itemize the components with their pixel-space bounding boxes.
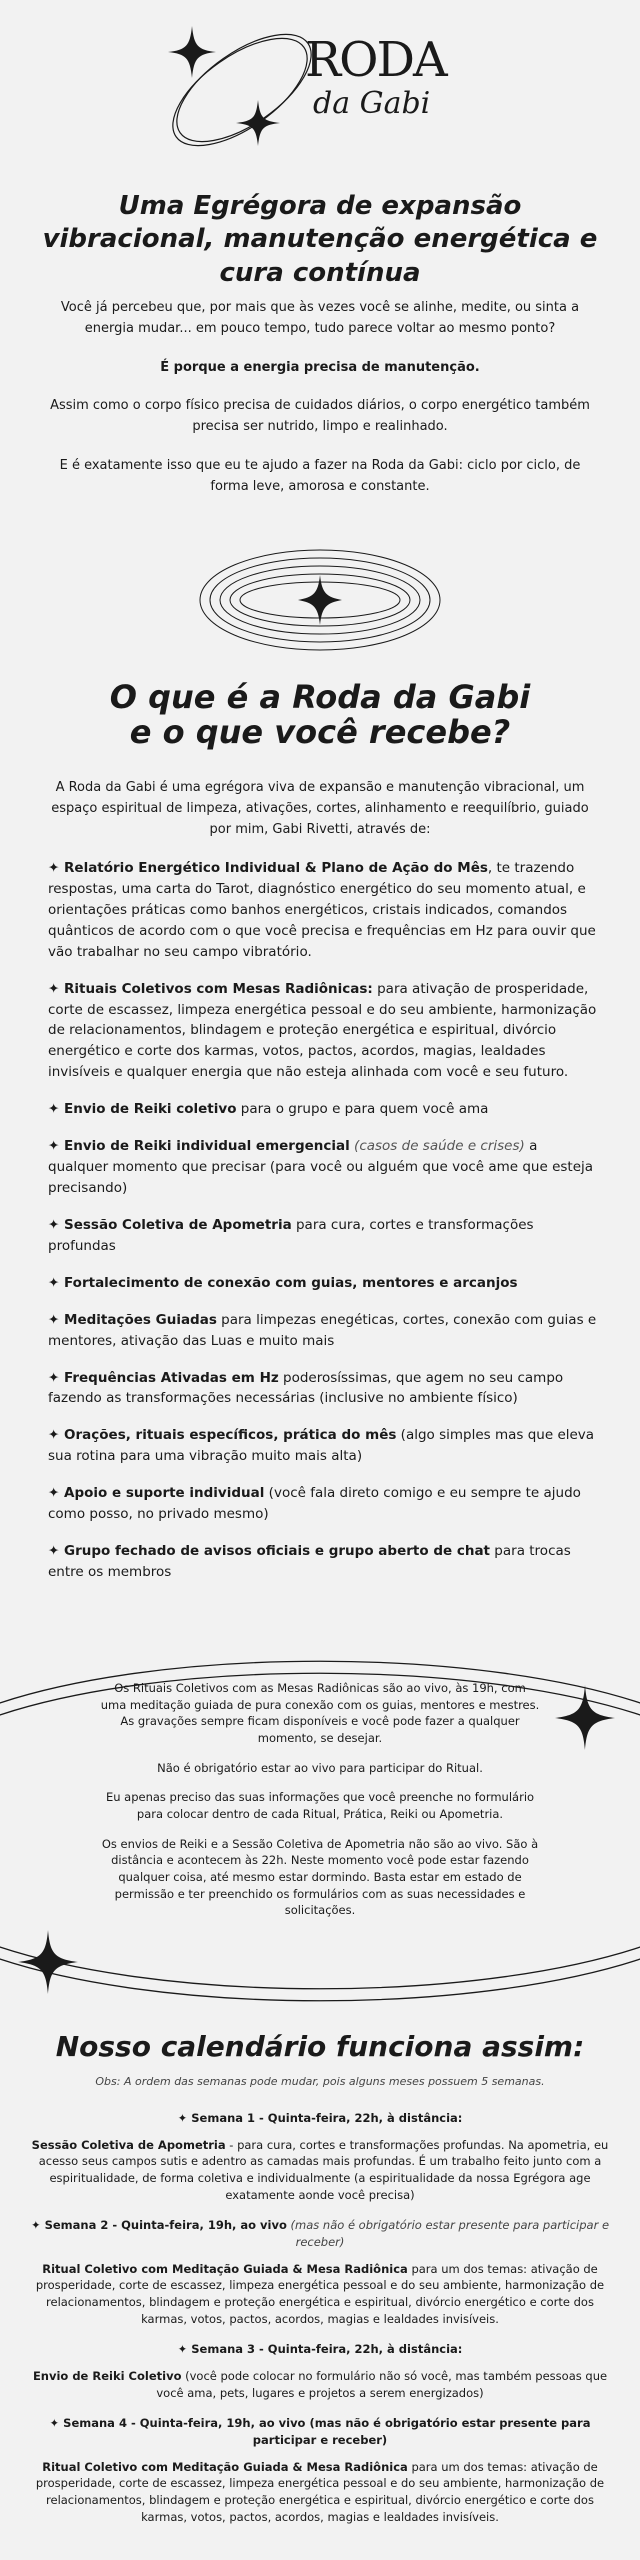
rituals-info xyxy=(100,1680,540,1932)
week-description: Ritual Coletivo com Meditação Guiada & Mesa Radiônica para um dos temas: ativação de prosperidade, corte de escassez, limpeza energética pessoal e do seu ambiente, harmonização de relacionamentos, blindagem e proteção energética e espiritual, divórcio energético e corte dos karmas, votos, pactos, acordos, magias e lealdades invisíveis. xyxy=(35,2261,605,2326)
hero-title: Uma Egrégora de expansão vibracional, manutenção energética e cura contínua xyxy=(42,191,598,288)
list-item: ✦ Relatório Energético Individual & Plano de Ação do Mês, te trazendo respostas, uma carta do Tarot, diagnóstico energético do seu momento atual, e orientações práticas como banhos energéticos, cristais indicados, comandos quânticos de acordo com o que você precisa e frequências em Hz para ouvir que vão trabalhar no seu campo vibratório. xyxy=(48,860,596,960)
list-item: ✦ Envio de Reiki coletivo para o grupo e para quem você ama xyxy=(48,1101,489,1118)
week-heading: ✦ Semana 3 - Quinta-feira, 22h, à distância: xyxy=(177,2342,463,2357)
info-paragraph: Eu apenas preciso das suas informações que você preenche no formulário para colocar dentro de cada Ritual, Prática, Reiki ou Apometria. xyxy=(105,1790,535,1822)
list-item: ✦ Grupo fechado de avisos oficiais e grupo aberto de chat para trocas entre os membros xyxy=(48,1543,571,1580)
brand-subname: da Gabi xyxy=(313,86,431,121)
list-item: ✦ Orações, rituais específicos, prática do mês (algo simples mas que eleva sua rotina para uma vibração muito mais alta) xyxy=(48,1427,595,1465)
benefits-list xyxy=(48,858,598,1599)
info-paragraph: Os envios de Reiki e a Sessão Coletiva de Apometria não são ao vivo. São à distância e acontecem às 22h. Neste momento você pode estar fazendo qualquer coisa, até mesmo estar dormindo. Basta estar em estado de permissão e ter preenchido os formulários com as suas necessidades e solicitações. xyxy=(101,1836,539,1918)
list-item: ✦ Apoio e suporte individual (você fala direto comigo e eu sempre te ajudo como posso, no privado mesmo) xyxy=(48,1485,581,1523)
brand-wordmark xyxy=(305,32,446,121)
week-heading: ✦ Semana 1 - Quinta-feira, 22h, à distância: xyxy=(177,2111,463,2125)
week-heading: ✦ Semana 4 - Quinta-feira, 19h, ao vivo (mas não é obrigatório estar presente para participar e receber) xyxy=(49,2416,591,2448)
section-intro: A Roda da Gabi é uma egrégora viva de expansão e manutenção vibracional, um espaço espiritual de limpeza, ativações, cortes, alinhamento e reequilíbrio, guiado por mim, Gabi Rivetti, através de: xyxy=(51,780,589,837)
brand-name: RODA xyxy=(305,32,446,88)
week-description: Sessão Coletiva de Apometria - para cura, cortes e transformações profundas. Na apometria, eu acesso seus campos sutis e adentro as camadas mais profundas. É um trabalho feito junto com a espiritualidade, de forma coletiva e individualmente (a espiritualidade da nossa Egrégora age exatamente aonde você precisa) xyxy=(31,2137,609,2202)
list-item: ✦ Meditações Guiadas para limpezas enegéticas, cortes, conexão com guias e mentores, ativação das Luas e muito mais xyxy=(48,1311,597,1349)
section-title-line1: O que é a Roda da Gabi xyxy=(109,678,531,716)
list-item: ✦ Envio de Reiki individual emergencial (casos de saúde e crises) a qualquer momento que precisar (para você ou alguém que você ame que esteja precisando) xyxy=(48,1138,594,1196)
intro-highlight: É porque a energia precisa de manutenção. xyxy=(160,359,480,375)
info-paragraph: Os Rituais Coletivos com as Mesas Radiônicas são ao vivo, às 19h, com uma meditação guiada de pura conexão com os guias, mentores e mestres. As gravações sempre ficam disponíveis e você pode fazer a qualquer momento, se desejar. xyxy=(100,1681,540,1746)
list-item: ✦ Sessão Coletiva de Apometria para cura, cortes e transformações profundas xyxy=(48,1216,534,1254)
calendar-title: Nosso calendário funciona assim: xyxy=(55,2030,585,2063)
orbit-ornament xyxy=(190,545,450,655)
intro-paragraph: Você já percebeu que, por mais que às vezes você se alinhe, medite, ou sinta a energia mudar... em pouco tempo, tudo parece voltar ao mesmo ponto? xyxy=(60,300,580,336)
sparkle-icon xyxy=(18,1930,78,1994)
week-description: Ritual Coletivo com Meditação Guiada & Mesa Radiônica para um dos temas: ativação de prosperidade, corte de escassez, limpeza energética pessoal e do seu ambiente, harmonização de relacionamentos, blindagem e proteção energética e espiritual, divórcio energético e corte dos karmas, votos, pactos, acordos, magias e lealdades invisíveis. xyxy=(35,2459,605,2524)
section-title xyxy=(40,680,600,750)
calendar-list xyxy=(28,2110,612,2539)
list-item: ✦ Rituais Coletivos com Mesas Radiônicas: para ativação de prosperidade, corte de escassez, limpeza energética pessoal e do seu ambiente, harmonização de relacionamentos, blindagem e proteção energética e espiritual, divórcio energético e corte dos karmas, votos, pactos, acordos, magias, lealdades invisíveis e qualquer energia que não esteja alinhada com você e seu futuro. xyxy=(48,980,597,1081)
calendar-note: Obs: A ordem das semanas pode mudar, pois alguns meses possuem 5 semanas. xyxy=(95,2075,545,2088)
list-item: ✦ Frequências Ativadas em Hz poderosíssimas, que agem no seu campo fazendo as transformações necessárias (inclusive no ambiente físico) xyxy=(48,1369,564,1407)
intro-paragraph: E é exatamente isso que eu te ajudo a fazer na Roda da Gabi: ciclo por ciclo, de forma leve, amorosa e constante. xyxy=(59,457,581,494)
intro-paragraph: Assim como o corpo físico precisa de cuidados diários, o corpo energético também precisa ser nutrido, limpo e realinhado. xyxy=(50,398,590,435)
list-item: ✦ Fortalecimento de conexão com guias, mentores e arcanjos xyxy=(48,1274,518,1291)
sparkle-icon xyxy=(236,100,280,146)
intro-section xyxy=(40,298,600,516)
week-heading: ✦ Semana 2 - Quinta-feira, 19h, ao vivo (mas não é obrigatório estar presente para participar e receber) xyxy=(30,2218,610,2250)
week-description: Envio de Reiki Coletivo (você pode colocar no formulário não só você, mas também pessoas que você ama, pets, lugares e projetos a serem energizados) xyxy=(32,2369,608,2400)
info-paragraph: Não é obrigatório estar ao vivo para participar do Ritual. xyxy=(157,1760,483,1775)
section-title-line2: e o que você recebe? xyxy=(129,713,511,752)
